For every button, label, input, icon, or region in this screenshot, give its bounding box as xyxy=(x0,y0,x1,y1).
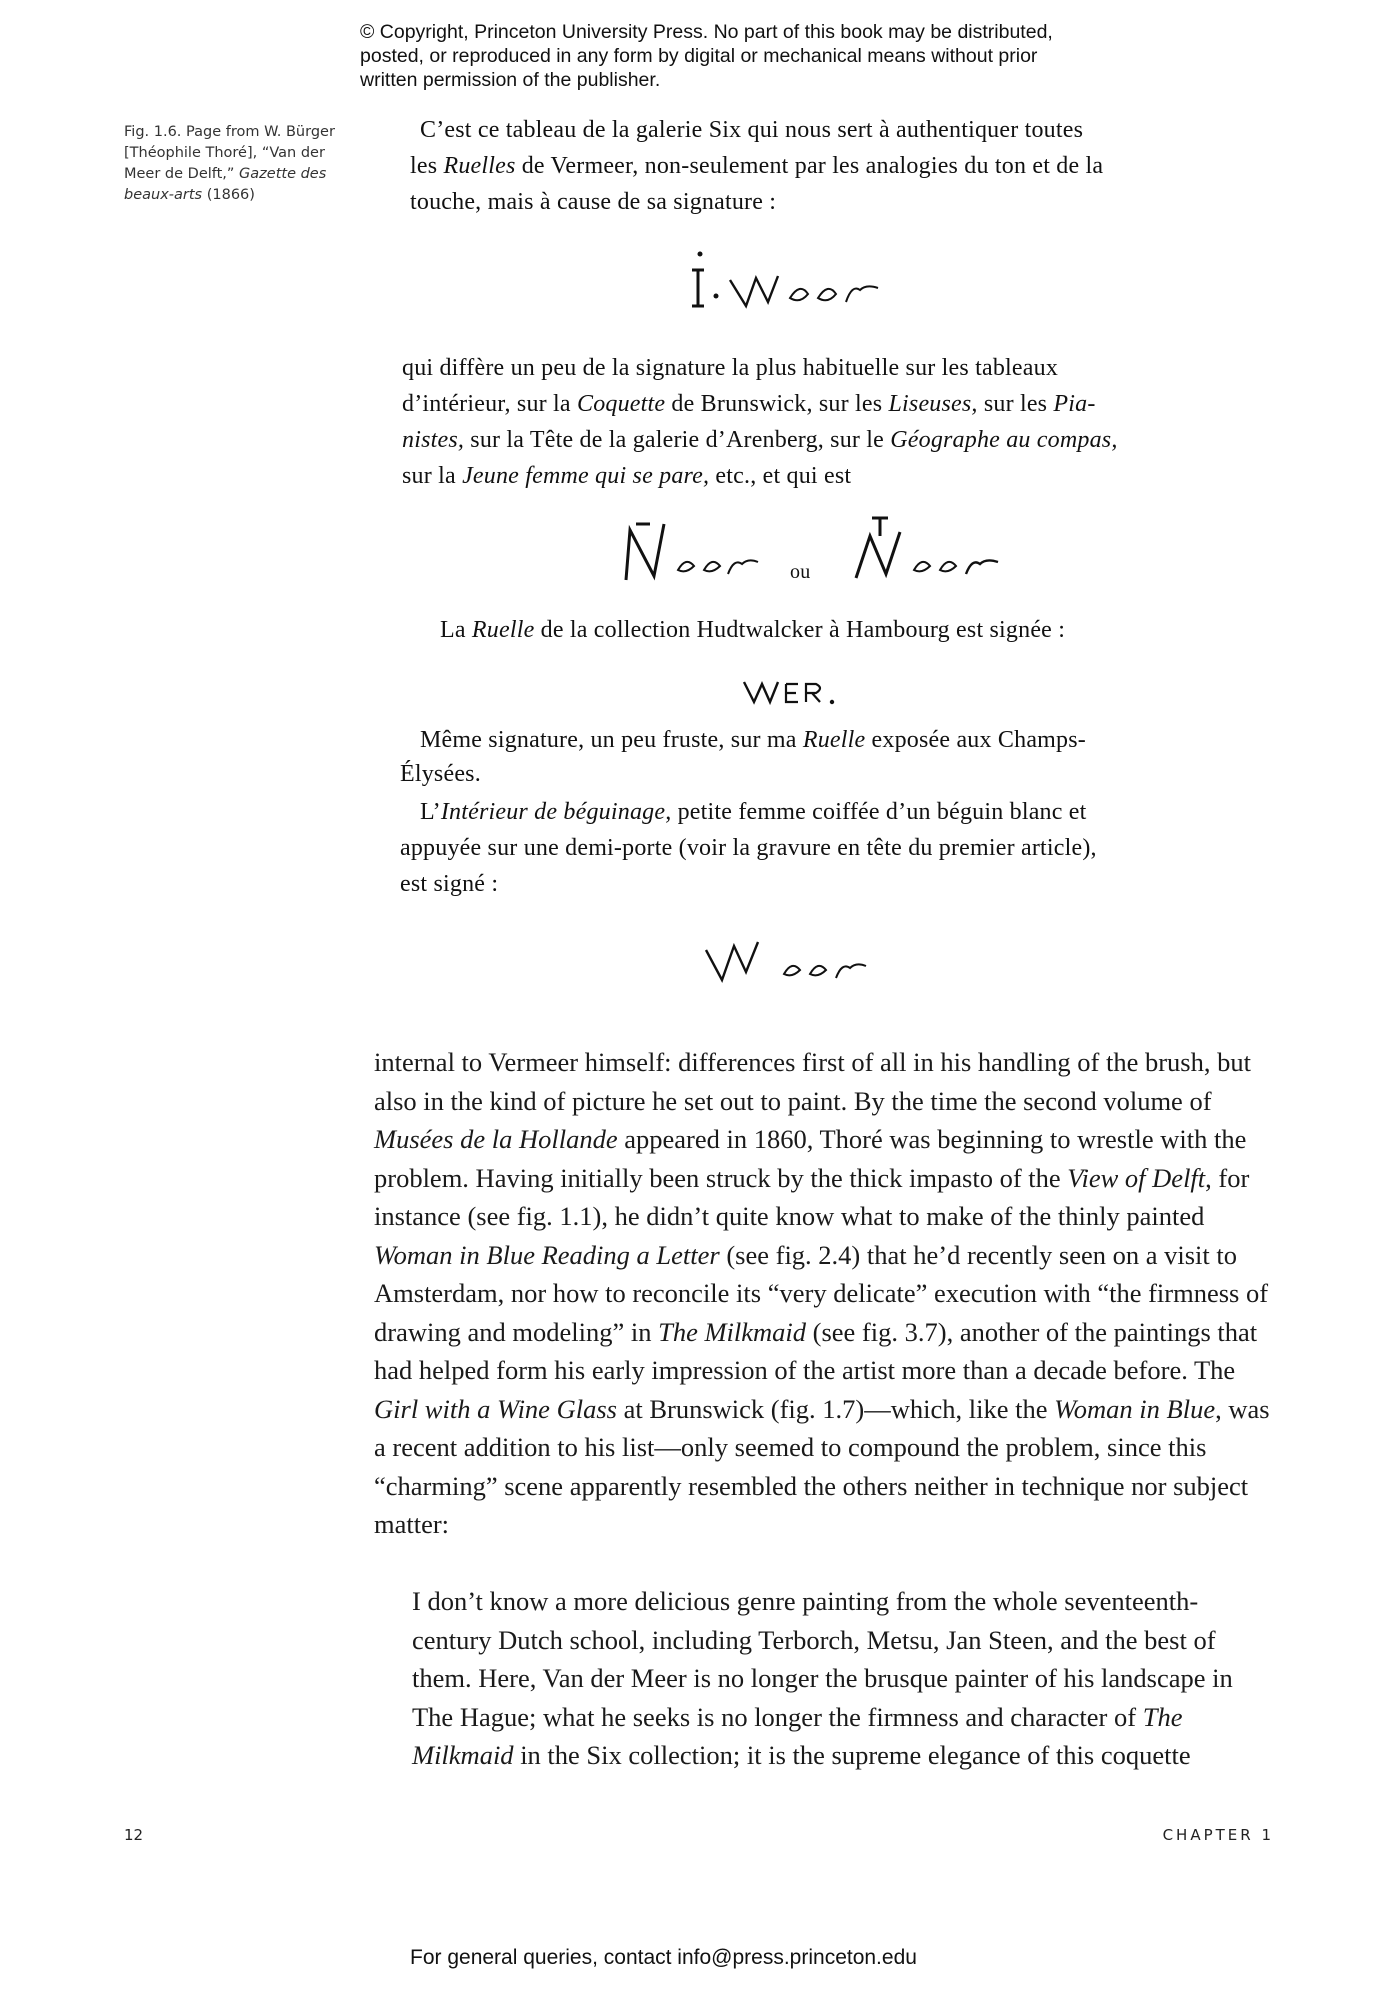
scan-line: les Ruelles de Vermeer, non-seulement par les analogies du ton et de la xyxy=(410,153,1104,179)
scan-line: appuyée sur une demi-porte (voir la gravure en tête du premier article), xyxy=(400,835,1097,861)
scan-line: sur la Jeune femme qui se pare, etc., et qui est xyxy=(402,463,852,489)
signature-image xyxy=(620,510,770,590)
caption-year: (1866) xyxy=(202,187,255,203)
figure-scan xyxy=(380,110,1260,1010)
scan-line: C’est ce tableau de la galerie Six qui nous sert à authentiquer toutes xyxy=(420,117,1084,143)
contact-footer: For general queries, contact info@press.princeton.edu xyxy=(410,1946,917,1969)
page-number: 12 xyxy=(124,1826,144,1844)
body-paragraph: internal to Vermeer himself: differences first of all in his handling of the brush, but also in the kind of picture he set out to paint. By the time the second volume of Musées de la Hollande appeared in 1860, Thoré was beginning to wrestle with the problem. Having initially been struck by the thick impasto of the View of Delft, for instance (see fig. 1.1), he didn’t quite know what to make of the thinly painted Woman in Blue Reading a Letter (see fig. 2.4) that he’d recently seen on a visit to Amsterdam, nor how to reconcile its “very delicate” execution with “the firmness of drawing and modeling” in The Milkmaid (see fig. 3.7), another of the paintings that had helped form his early impression of the artist more than a decade before. The Girl with a Wine Glass at Brunswick (fig. 1.7)—which, like the Woman in Blue, was a recent addition to his list—only seemed to compound the problem, since this “charming” scene apparently resembled the others neither in technique nor subject matter: xyxy=(374,1047,1270,1539)
scan-line: Élysées. xyxy=(400,761,481,787)
signature-image xyxy=(850,510,1020,590)
caption-text: Fig. 1.6. Page from W. Bürger [Théophile Thoré], “Van der Meer de Delft,” xyxy=(124,124,335,182)
scan-line: touche, mais à cause de sa signature : xyxy=(410,189,777,215)
scan-line: est signé : xyxy=(400,871,499,897)
block-quote: I don’t know a more delicious genre painting from the whole seventeenth-century Dutch school, including Terborch, Metsu, Jan Steen, and the best of them. Here, Van der Meer is no longer the brusque painter of his landscape in The Hague; what he seeks is no longer the firmness and character of The Milkmaid in the Six collection; it is the supreme elegance of this coquette xyxy=(412,1586,1233,1770)
scan-line: qui diffère un peu de la signature la plus habituelle sur les tableaux xyxy=(402,355,1059,381)
scan-line: nistes, sur la Tête de la galerie d’Arenberg, sur le Géographe au compas, xyxy=(402,427,1118,453)
scan-line: L’Intérieur de béguinage, petite femme coiffée d’un béguin blanc et xyxy=(420,799,1087,825)
copyright-notice: © Copyright, Princeton University Press. No part of this book may be distributed, posted, or reproduced in any form by digital or mechanical means without prior written permission of the publisher. xyxy=(360,21,1053,91)
scan-line: Même signature, un peu fruste, sur ma Ruelle exposée aux Champs- xyxy=(420,727,1086,753)
chapter-label: CHAPTER 1 xyxy=(1162,1826,1274,1844)
scan-word-ou: ou xyxy=(790,561,811,583)
caption-journal: Gazette des beaux-arts xyxy=(124,166,327,203)
scan-line: d’intérieur, sur la Coquette de Brunswick, sur les Liseuses, sur les Pia- xyxy=(402,391,1096,417)
signature-image xyxy=(690,240,930,320)
scan-line: La Ruelle de la collection Hudtwalcker à Hambourg est signée : xyxy=(440,617,1066,643)
signature-image xyxy=(700,920,900,990)
figure-caption xyxy=(124,122,344,206)
signature-image xyxy=(740,672,860,712)
